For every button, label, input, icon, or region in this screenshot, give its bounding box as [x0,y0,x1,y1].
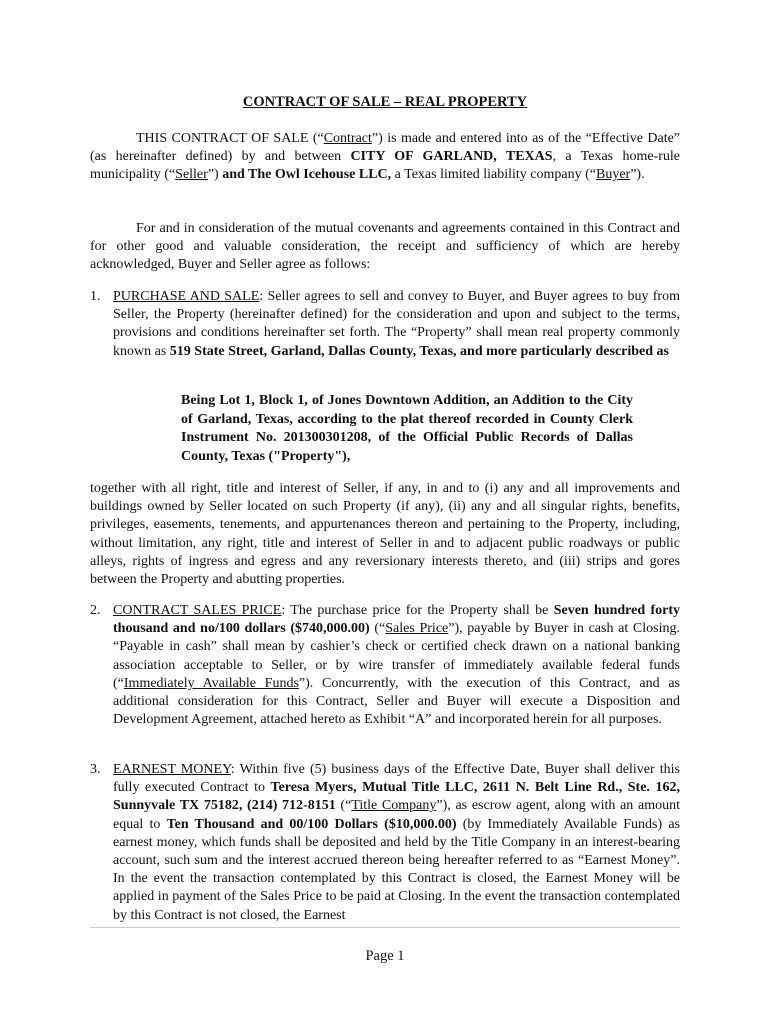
text-run: ”) is made and entered into as of the “Effective Date” (as hereinafter defined) by and between [90,131,681,165]
text-run: ”). [630,167,645,183]
together-paragraph: together with all right, title and interest of Seller, if any, in and to (i) any and all improvements and buildings owned by Seller located on such Property (if any), (ii) any and all singular rights, benefits, privileges, easements, tenements, and appurtenances thereon and pertaining to the Property, including, without limitation, any right, title and interest of Seller in and to adjacent public roadways or public alleys, rights of ingress and egress and any reversionary interests thereto, and (iii) strips and gores between the Property and abutting properties. [90,481,680,588]
seller-name: CITY OF GARLAND, TEXAS [350,149,553,165]
text-run: (“ [335,798,352,814]
footer-divider [90,927,680,928]
defined-term-seller: Seller [175,167,208,183]
text-run: : Within five (5) business days of the Effective Date, Buyer shall deliver this fully executed Contract to [113,762,680,796]
defined-term-buyer: Buyer [595,167,631,183]
defined-term-immediately-available-funds: Immediately Available Funds [123,675,299,691]
section-contract-sales-price [113,602,680,729]
text-run: (by Immediately Available Funds) as earnest money, which funds shall be deposited and held by the Title Company in an interest-bearing account, such sum and the interest accrued thereon being hereafter referred to as “Earnest Money”. In the event the transaction contemplated by this Contract is closed, the Earnest Money will be applied in payment of the Sales Price to be paid at Closing. In the event the transaction contemplated by this Contract is not closed, the Earnest [113,816,680,923]
consideration-paragraph: For and in consideration of the mutual covenants and agreements contained in this Contract and for other good and valuable consideration, the receipt and sufficiency of which are hereby acknowledged, Buyer and Seller agree as follows: [90,221,680,273]
text-run: ”). Concurrently, with the execution of this Contract, and as additional consideration for this Contract, Seller and Buyer will execute a Disposition and Development Agreement, attached hereto as Exhibit “A” and incorporated herein for all purposes. [113,675,680,728]
escrow-agent: Teresa Myers, Mutual Title LLC, 2611 N. Belt Line Rd., Ste. 162, Sunnyvale TX 75182, (214) 712-8151 [113,780,680,814]
document-title: CONTRACT OF SALE – REAL PROPERTY [242,94,528,110]
text-run: : The purchase price for the Property shall be [281,603,554,618]
text-run: : Seller agrees to sell and convey to Buyer, and Buyer agrees to buy from Seller, the Property (hereinafter defined) for the consideration and upon and subject to the terms, provisions and conditions hereinafter set forth. The “Property” shall mean real property commonly known as [113,289,680,359]
text-run: THIS CONTRACT OF SALE (“ [136,131,324,146]
text-run: ”) [207,167,223,183]
section-number: 3. [90,762,101,777]
defined-term-title-company: Title Company [351,798,437,814]
purchase-price: Seven hundred forty thousand and no/100 dollars ($740,000.00) [113,603,680,637]
defined-term-sales-price: Sales Price [385,621,449,637]
text-run: ”), as escrow agent, along with an amount equal to [113,798,680,832]
section-earnest-money [113,761,680,925]
section-heading: CONTRACT SALES PRICE [113,603,282,618]
property-address: 519 State Street, Garland, Dallas County, Texas, and more particularly described as [169,343,669,359]
page-number: Page 1 [365,948,405,964]
section-purchase-and-sale [113,288,680,361]
text-run: ”), payable by Buyer in cash at Closing. “Payable in cash” shall mean by cashier’s check or certified check drawn on a national banking association acceptable to Seller, or by wire transfer of immediately available federal funds (“ [113,621,680,691]
section-heading: PURCHASE AND SALE [113,289,260,304]
text-run: , a Texas home-rule municipality (“ [90,149,680,183]
section-heading: EARNEST MONEY [113,762,231,777]
section-number: 1. [90,289,101,304]
defined-term-contract: Contract [323,131,372,146]
buyer-name: and The Owl Icehouse LLC, [222,167,392,183]
earnest-money-amount: Ten Thousand and 00/100 Dollars ($10,000.00) [166,816,457,832]
text-run: a Texas limited liability company (“ [391,167,596,183]
legal-description: Being Lot 1, Block 1, of Jones Downtown Addition, an Addition to the City of Garland, Texas, according to the plat thereof recorded in County Clerk Instrument No. 201300301208, of the Official Public Records of Dallas County, Texas ("Property"), [181,393,633,464]
section-number: 2. [90,603,101,618]
text-run: (“ [369,621,386,637]
intro-paragraph [90,130,680,185]
